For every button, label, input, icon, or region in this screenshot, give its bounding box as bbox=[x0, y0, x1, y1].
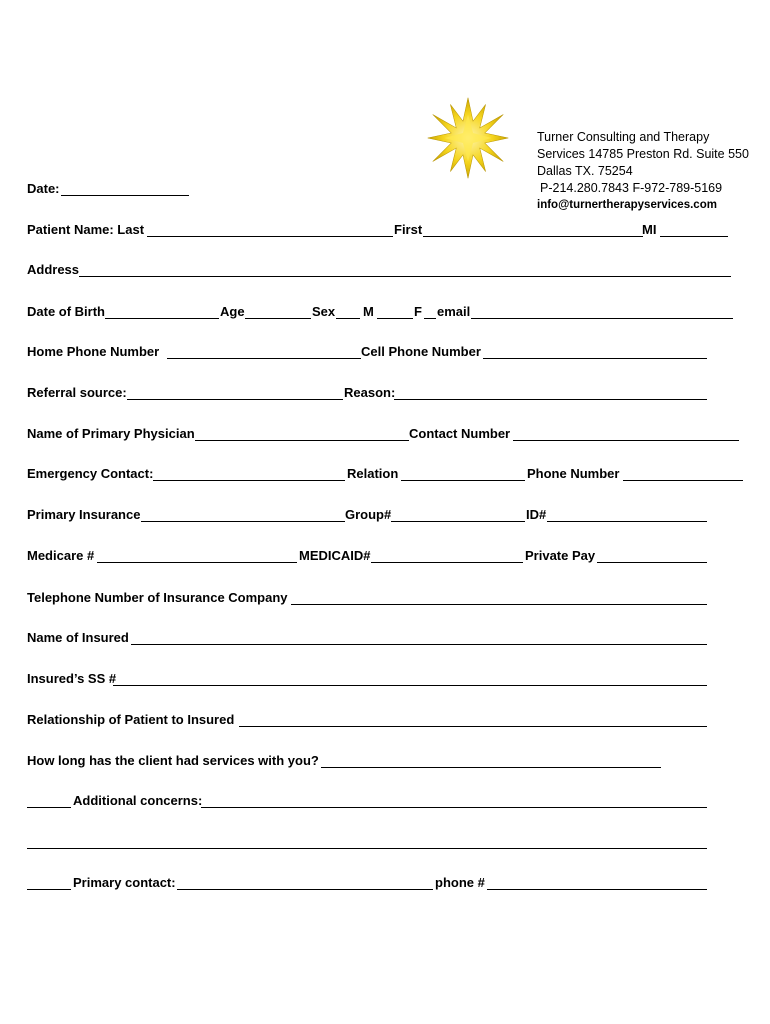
address-field[interactable] bbox=[79, 276, 731, 277]
reason-field[interactable] bbox=[394, 399, 707, 400]
how-long-label: How long has the client had services with you? bbox=[27, 753, 319, 768]
company-address: Services 14785 Preston Rd. Suite 550 bbox=[537, 147, 749, 161]
medicare-row bbox=[27, 548, 737, 566]
private-pay-field[interactable] bbox=[597, 562, 707, 563]
primary-contact-lead-line bbox=[27, 889, 71, 890]
dob-field[interactable] bbox=[105, 318, 219, 319]
company-city: Dallas TX. 75254 bbox=[537, 164, 633, 178]
last-name-label: Patient Name: Last bbox=[27, 222, 145, 237]
address-row bbox=[27, 262, 737, 280]
additional-concerns-field[interactable] bbox=[201, 807, 707, 808]
sex-f-line bbox=[424, 318, 436, 319]
company-phone: P-214.280.7843 F-972-789-5169 bbox=[540, 181, 723, 195]
contact-number-label: Contact Number bbox=[409, 426, 511, 441]
id-label: ID# bbox=[526, 507, 547, 522]
date-field[interactable] bbox=[61, 195, 189, 196]
reason-label: Reason: bbox=[344, 385, 396, 400]
primary-contact-label: Primary contact: bbox=[73, 875, 176, 890]
phone-number-field[interactable] bbox=[623, 480, 743, 481]
id-field[interactable] bbox=[547, 521, 707, 522]
medicare-field[interactable] bbox=[97, 562, 297, 563]
company-name: Turner Consulting and Therapy bbox=[537, 130, 710, 144]
dob-row bbox=[27, 304, 737, 322]
company-info bbox=[537, 129, 749, 214]
primary-contact-phone-field[interactable] bbox=[487, 889, 707, 890]
emergency-contact-field[interactable] bbox=[153, 480, 345, 481]
mi-label: MI bbox=[642, 222, 657, 237]
sex-gap-line bbox=[336, 318, 360, 319]
physician-label: Name of Primary Physician bbox=[27, 426, 195, 441]
relationship-row bbox=[27, 712, 737, 730]
insured-ss-label: Insured’s SS # bbox=[27, 671, 117, 686]
cell-phone-label: Cell Phone Number bbox=[361, 344, 481, 359]
email-field[interactable] bbox=[471, 318, 733, 319]
primary-contact-field[interactable] bbox=[177, 889, 433, 890]
insured-name-label: Name of Insured bbox=[27, 630, 129, 645]
phone-number-label: Phone Number bbox=[527, 466, 620, 481]
physician-row bbox=[27, 426, 742, 444]
first-name-field[interactable] bbox=[423, 236, 643, 237]
age-field[interactable] bbox=[245, 318, 311, 319]
insurance-phone-row bbox=[27, 590, 737, 608]
emergency-contact-label: Emergency Contact: bbox=[27, 466, 154, 481]
medicaid-field[interactable] bbox=[371, 562, 523, 563]
first-name-label: First bbox=[394, 222, 423, 237]
physician-field[interactable] bbox=[195, 440, 409, 441]
relationship-label: Relationship of Patient to Insured bbox=[27, 712, 235, 727]
contact-number-field[interactable] bbox=[513, 440, 739, 441]
primary-insurance-field[interactable] bbox=[141, 521, 345, 522]
phone-row bbox=[27, 344, 737, 362]
phone-label: phone # bbox=[435, 875, 485, 890]
how-long-field[interactable] bbox=[321, 767, 661, 768]
address-label: Address bbox=[27, 262, 80, 277]
insurance-phone-field[interactable] bbox=[291, 604, 707, 605]
sex-f-option[interactable]: F bbox=[414, 304, 422, 319]
date-label: Date: bbox=[27, 181, 60, 196]
primary-contact-row bbox=[27, 875, 737, 893]
relation-field[interactable] bbox=[401, 480, 525, 481]
sex-m-option[interactable]: M bbox=[363, 304, 374, 319]
emergency-row bbox=[27, 466, 745, 484]
primary-insurance-label: Primary Insurance bbox=[27, 507, 141, 522]
company-email: info@turnertherapyservices.com bbox=[537, 199, 717, 211]
insurance-row bbox=[27, 507, 737, 525]
referral-row bbox=[27, 385, 737, 403]
additional-concerns-label: Additional concerns: bbox=[73, 793, 203, 808]
insured-ss-row bbox=[27, 671, 737, 689]
medicare-label: Medicare # bbox=[27, 548, 95, 563]
private-pay-label: Private Pay bbox=[525, 548, 596, 563]
last-name-field[interactable] bbox=[147, 236, 393, 237]
cell-phone-field[interactable] bbox=[483, 358, 707, 359]
additional-concerns-field-2[interactable] bbox=[27, 848, 707, 849]
age-label: Age bbox=[220, 304, 245, 319]
additional-lead-line bbox=[27, 807, 71, 808]
home-phone-label: Home Phone Number bbox=[27, 344, 160, 359]
sex-label: Sex bbox=[312, 304, 336, 319]
insured-ss-field[interactable] bbox=[113, 685, 707, 686]
sex-m-line bbox=[377, 318, 413, 319]
home-phone-field[interactable] bbox=[167, 358, 361, 359]
date-row bbox=[27, 181, 197, 199]
referral-label: Referral source: bbox=[27, 385, 127, 400]
additional-concerns-row bbox=[27, 793, 737, 811]
patient-name-row bbox=[27, 222, 737, 240]
mi-field[interactable] bbox=[660, 236, 728, 237]
insured-name-row bbox=[27, 630, 737, 648]
insured-name-field[interactable] bbox=[131, 644, 707, 645]
how-long-row bbox=[27, 753, 737, 771]
email-label: email bbox=[437, 304, 471, 319]
dob-label: Date of Birth bbox=[27, 304, 105, 319]
additional-concerns-line-2 bbox=[27, 834, 737, 852]
group-label: Group# bbox=[345, 507, 392, 522]
referral-field[interactable] bbox=[127, 399, 343, 400]
relation-label: Relation bbox=[347, 466, 399, 481]
medicaid-label: MEDICAID# bbox=[299, 548, 371, 563]
relationship-field[interactable] bbox=[239, 726, 707, 727]
group-field[interactable] bbox=[391, 521, 525, 522]
insurance-phone-label: Telephone Number of Insurance Company bbox=[27, 590, 288, 605]
star-logo-icon bbox=[426, 96, 510, 180]
